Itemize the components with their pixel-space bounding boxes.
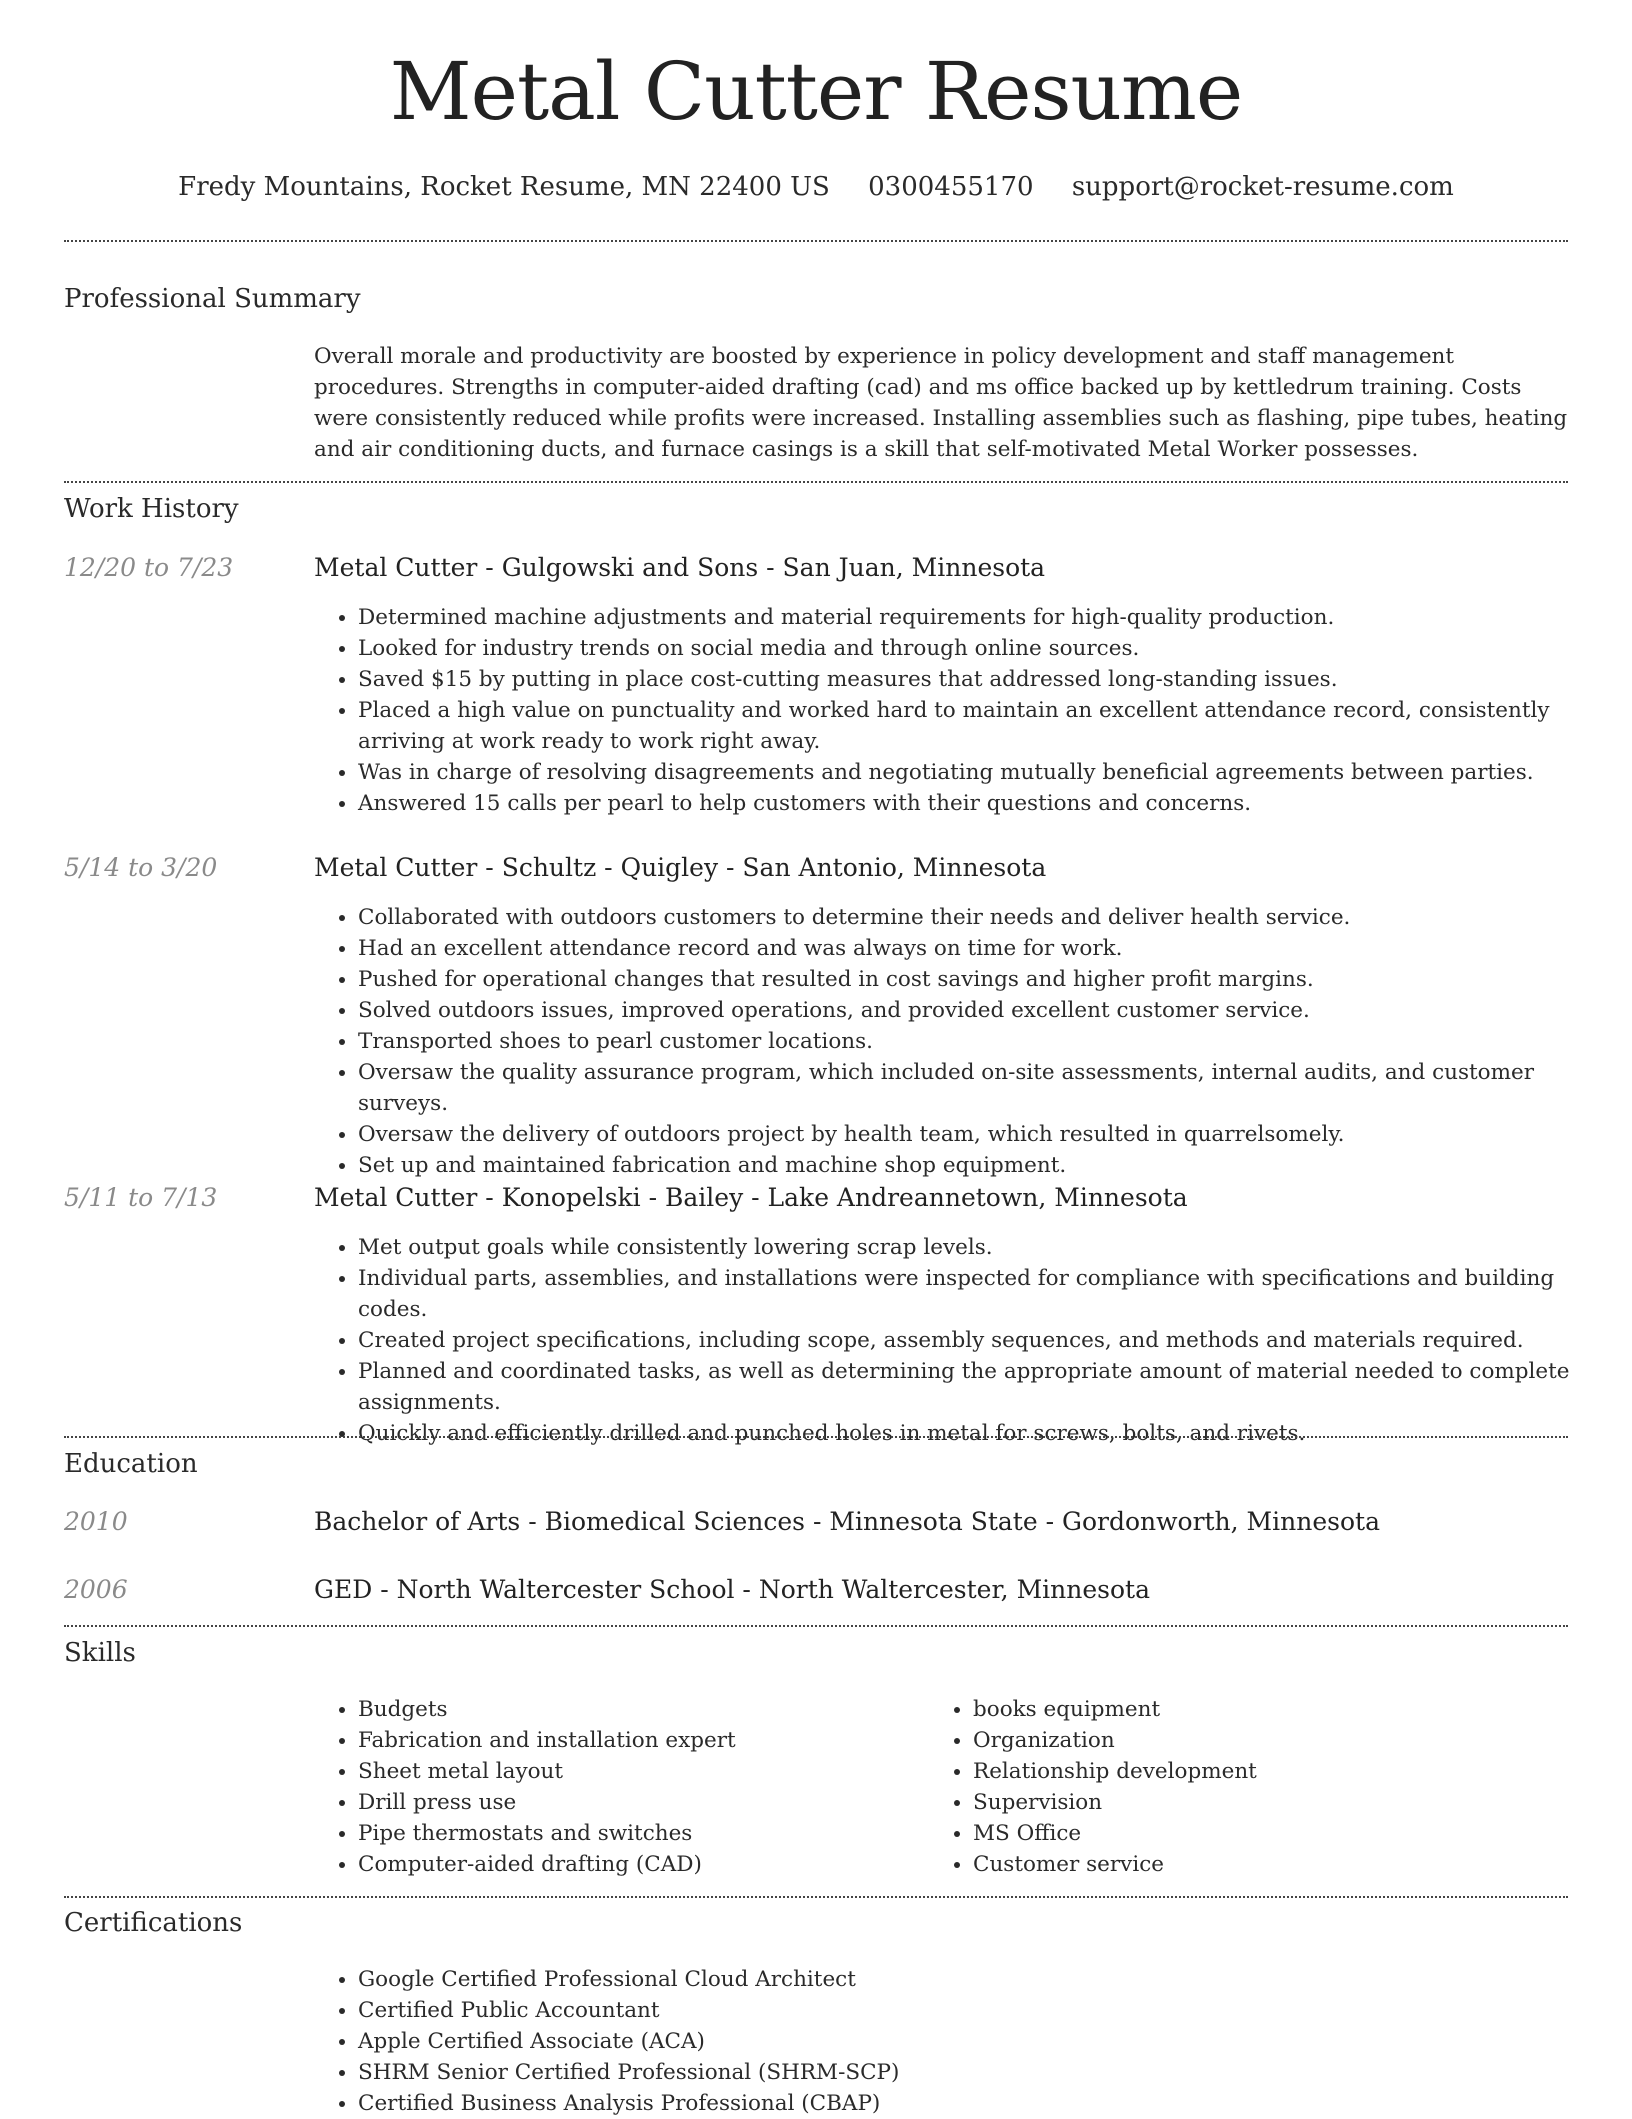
list-item: • Placed a high value on punctuality and worked hard to maintain an excellent attendance record, consistently arriving at work ready to work right away. [358, 695, 1608, 757]
divider [64, 1896, 1568, 1898]
list-item: • Individual parts, assemblies, and installations were inspected for compliance with specifications and building codes. [358, 1263, 1608, 1325]
job-title: Metal Cutter - Schultz - Quigley - San Antonio, Minnesota [314, 853, 1047, 882]
education-degree: Bachelor of Arts - Biomedical Sciences [314, 1507, 806, 1536]
section-title-skills: Skills [64, 1638, 136, 1668]
job-dates: 5/11 to 7/13 [64, 1183, 218, 1212]
divider [64, 240, 1568, 242]
list-item: • SHRM Senior Certified Professional (SHRM-SCP) [358, 2057, 1608, 2088]
divider [64, 481, 1568, 483]
education-year: 2010 [64, 1507, 128, 1536]
list-item: • Looked for industry trends on social media and through online sources. [358, 633, 1608, 664]
certifications-list [314, 1964, 1608, 2119]
skills-list-right [929, 1694, 1533, 1880]
list-item: • Determined machine adjustments and material requirements for high-quality production. [358, 602, 1608, 633]
summary-text: Overall morale and productivity are boosted by experience in policy development and staff management procedures. Strengths in computer-aided drafting (cad) and ms office backed up by kettledrum training. Costs were consistently reduced while profits were increased. Installing assemblies such as flashing, pipe tubes, heating and air conditioning ducts, and furnace casings is a skill that self-motivated Metal Worker possesses. [314, 344, 1568, 462]
list-item: • Had an excellent attendance record and was always on time for work. [358, 933, 1608, 964]
page-title: Metal Cutter Resume [389, 45, 1243, 138]
job-dates: 5/14 to 3/20 [64, 853, 218, 882]
job-title: Metal Cutter - Konopelski - Bailey - Lake Andreannetown, Minnesota [314, 1183, 1188, 1212]
list-item: • Customer service [973, 1849, 1533, 1880]
section-title-education: Education [64, 1449, 198, 1479]
list-item: • Sheet metal layout [358, 1756, 918, 1787]
list-item: • Oversaw the delivery of outdoors project by health team, which resulted in quarrelsomely. [358, 1119, 1608, 1150]
list-item: • Oversaw the quality assurance program, which included on-site assessments, internal audits, and customer surveys. [358, 1057, 1608, 1119]
education-school: - Minnesota State - Gordonworth, Minnesota [805, 1507, 1380, 1536]
list-item: • Apple Certified Associate (ACA) [358, 2026, 1608, 2057]
contact-address: Fredy Mountains, Rocket Resume, MN 22400 US [178, 172, 830, 202]
education-school: - North Waltercester School - North Waltercester, Minnesota [372, 1575, 1150, 1604]
list-item: • Budgets [358, 1694, 918, 1725]
list-item: • Pipe thermostats and switches [358, 1818, 918, 1849]
list-item: • Was in charge of resolving disagreements and negotiating mutually beneficial agreements between parties. [358, 757, 1608, 788]
list-item: • Set up and maintained fabrication and machine shop equipment. [358, 1150, 1608, 1181]
education-entry [314, 1575, 1150, 1604]
list-item: • Supervision [973, 1787, 1533, 1818]
education-entry [314, 1507, 1380, 1536]
list-item: • Computer-aided drafting (CAD) [358, 1849, 918, 1880]
section-title-summary: Professional Summary [64, 284, 361, 314]
job-bullets [314, 902, 1608, 1181]
list-item: • Relationship development [973, 1756, 1533, 1787]
list-item: • Answered 15 calls per pearl to help customers with their questions and concerns. [358, 788, 1608, 819]
contact-phone: 0300455170 [868, 172, 1034, 202]
list-item: • Certified Public Accountant [358, 1995, 1608, 2026]
contact-line [0, 172, 1632, 202]
divider [64, 1436, 1568, 1438]
list-item: • Collaborated with outdoors customers to determine their needs and deliver health service. [358, 902, 1608, 933]
list-item: • Solved outdoors issues, improved operations, and provided excellent customer service. [358, 995, 1608, 1026]
list-item: • Certified Business Analysis Professional (CBAP) [358, 2088, 1608, 2119]
list-item: • Google Certified Professional Cloud Architect [358, 1964, 1608, 1995]
list-item: • Drill press use [358, 1787, 918, 1818]
list-item: • Organization [973, 1725, 1533, 1756]
list-item: • Planned and coordinated tasks, as well as determining the appropriate amount of material needed to complete assignments. [358, 1356, 1608, 1418]
list-item: • Met output goals while consistently lowering scrap levels. [358, 1232, 1608, 1263]
list-item: • books equipment [973, 1694, 1533, 1725]
list-item: • Transported shoes to pearl customer locations. [358, 1026, 1608, 1057]
job-bullets [314, 1232, 1608, 1449]
list-item: • Pushed for operational changes that resulted in cost savings and higher profit margins. [358, 964, 1608, 995]
section-title-work-history: Work History [64, 494, 239, 524]
list-item: • Saved $15 by putting in place cost-cutting measures that addressed long-standing issues. [358, 664, 1608, 695]
skills-list-left [314, 1694, 918, 1880]
job-title: Metal Cutter - Gulgowski and Sons - San Juan, Minnesota [314, 553, 1046, 582]
education-degree: GED [314, 1575, 373, 1604]
list-item: • Created project specifications, including scope, assembly sequences, and methods and materials required. [358, 1325, 1608, 1356]
divider [64, 1625, 1568, 1627]
contact-email: support@rocket-resume.com [1071, 172, 1454, 202]
list-item: • Fabrication and installation expert [358, 1725, 918, 1756]
section-title-certifications: Certifications [64, 1908, 243, 1938]
job-dates: 12/20 to 7/23 [64, 553, 234, 582]
education-year: 2006 [64, 1575, 128, 1604]
job-bullets [314, 602, 1608, 819]
list-item: • Quickly and efficiently drilled and punched holes in metal for screws, bolts, and rivets. [358, 1418, 1608, 1449]
list-item: • MS Office [973, 1818, 1533, 1849]
